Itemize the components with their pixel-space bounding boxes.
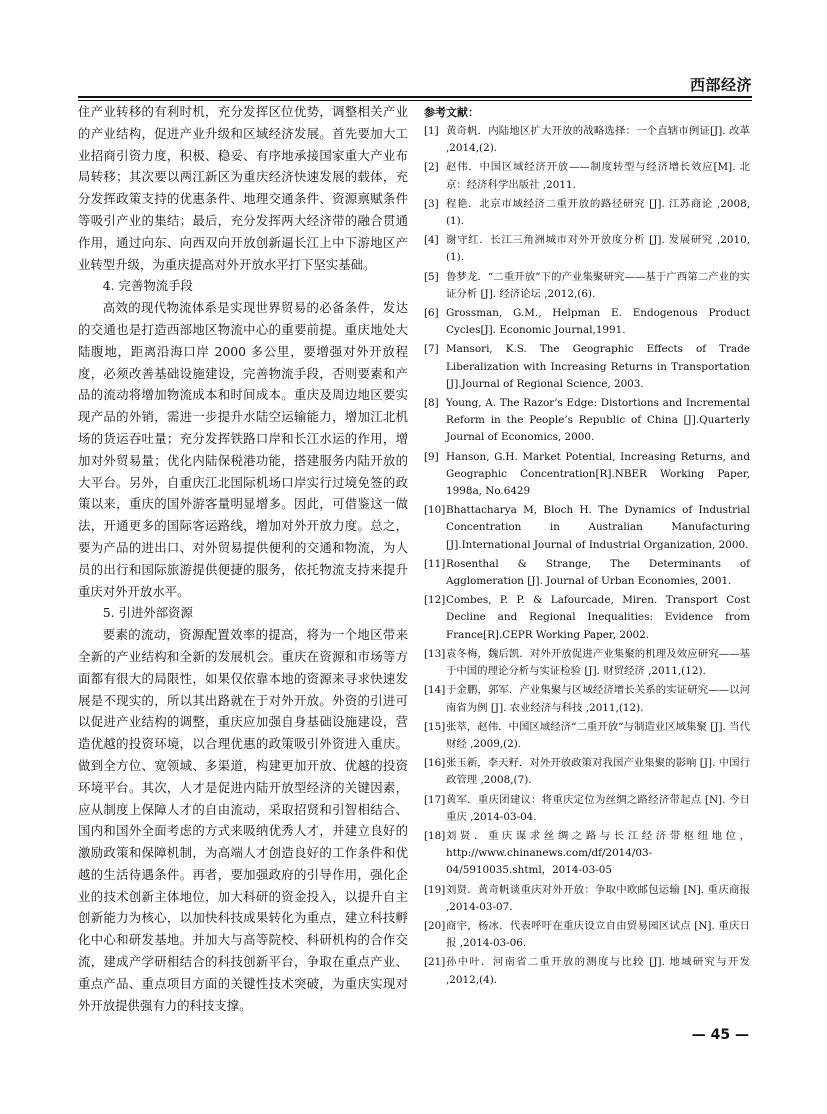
reference-number: [9] (424, 450, 439, 463)
reference-item (424, 719, 750, 753)
reference-number: [17] (424, 793, 446, 806)
reference-item (424, 592, 750, 644)
reference-text: 黄军．重庆团建议：将重庆定位为丝绸之路经济带起点 [N]. 今日重庆 ,2014-03-04. (446, 793, 750, 823)
reference-number: [8] (424, 397, 439, 410)
reference-number: [16] (424, 757, 446, 770)
reference-text: 鲁梦龙．“二重开放”下的产业集聚研究——基于广西第二产业的实证分析 [J]. 经济论坛 ,2012,(6). (446, 270, 750, 300)
reference-text: Rosenthal & Strange, The Determinants of Agglomeration [J]. Journal of Urban Economies, 2001. (446, 557, 750, 588)
reference-number: [10] (424, 504, 446, 517)
reference-item (424, 682, 750, 716)
reference-text: 孙中叶．河南省二重开放的测度与比较 [J]. 地域研究与开发 ,2012,(4). (446, 956, 750, 986)
reference-number: [15] (424, 720, 446, 733)
reference-number: [11] (424, 557, 446, 570)
reference-text: Grossman, G.M., Helpman E. Endogenous Product Cycles[J]. Economic Journal,1991. (446, 307, 750, 337)
reference-item (424, 918, 750, 952)
body-paragraph: 高效的现代物流体系是实现世界贸易的必备条件，发达的交通也是打造西部地区物流中心的重要前提。重庆地处大陆腹地，距离沿海口岸 2000 多公里，要增强对外开放程度，必须改善基础设施建设，完善物流手段，否则要素和产品的流动将增加物流成本和时间成本。重庆及周边地区要实现产品的外销，需进一步提升水陆空运输能力，增加江北机场的货运吞吐量；充分发挥铁路口岸和长江水运的作用，增加对外贸易量；优化内陆保税港功能，搭建服务内陆开放的大平台。另外，自重庆江北国际机场口岸实行过境免签的政策以来，重庆的国外游客量明显增多。因此，可借鉴这一做法，开通更多的国际客运路线，增加对外开放力度。总之，要为产品的进出口、对外贸易提供便利的交通和物流，为人员的出行和国际旅游提供便捷的服务，依托物流支持来提升重庆对外开放水平。 (78, 300, 408, 599)
reference-item (424, 159, 750, 193)
reference-number: [2] (424, 161, 439, 174)
reference-item (424, 792, 750, 826)
reference-item (424, 882, 750, 916)
reference-text: 程艳．北京市域经济二重开放的路径研究 [J]. 江苏商论 ,2008,(1). (446, 197, 751, 228)
reference-number: [12] (424, 594, 446, 607)
body-paragraph: 要素的流动，资源配置效率的提高，将为一个地区带来全新的产业结构和全新的发展机会。重庆在资源和市场等方面都有很大的局限性，如果仅依靠本地的资源来寻求快速发展是不现实的，所以其出路就在于对外开放。外资的引进可以促进产业结构的调整，重庆应加强自身基础设施建设，营造优越的投资环境，以合理优惠的政策吸引外资进入重庆。做到全方位、宽领域、多渠道，构建更加开放、优越的投资环境平台。其次，人才是促进内陆开放型经济的关键因素，应从制度上保障人才的自由流动，采取招贤和引智相结合、国内和国外全面考虑的方式来吸纳优秀人才，并建立良好的激励政策和保障机制，为高端人才创造良好的工作条件和优越的生活待遇条件。再者，要加强政府的引导作用，强化企业的技术创新主体地位，加大科研的资金投入，以提升自主创新能力为核心，以加快科技成果转化为重点，建立科技孵化中心和研发基地。并加大与高等院校、科研机构的合作交流，建成产学研相结合的科技创新平台，争取在重点产业、重点产品、重点项目方面的关键性技术突破，为重庆实现对外开放提供强有力的科技支撑。 (78, 627, 408, 1013)
references-column (424, 104, 750, 991)
reference-number: [18] (424, 829, 446, 842)
reference-number: [1] (424, 125, 439, 137)
references-title: 参考文献： (424, 106, 479, 119)
reference-text: 刘贤．重庆谋求丝绸之路与长江经济带枢纽地位，http://www.chinanews.com/df/2014/03-04/5910035.shtml，2014-03-05 (446, 829, 750, 877)
reference-text: 张玉新，李天籽．对外开放政策对我国产业集聚的影响 [J]. 中国行政管理 ,2008,(7). (446, 757, 750, 787)
reference-item (424, 646, 750, 680)
body-column (78, 101, 408, 1016)
reference-text: Combes, P. P. & Lafourcade, Miren. Transport Cost Decline and Regional Inequalities: Evidence from France[R].CEPR Working Paper, 2002. (446, 594, 750, 641)
page-number: — 45 — (691, 1027, 749, 1043)
reference-item (424, 502, 750, 554)
reference-number: [6] (424, 307, 439, 320)
body-paragraph: 住产业转移的有利时机，充分发挥区位优势，调整相关产业的产业结构，促进产业升级和区域经济发展。首先要加大工业招商引资力度，积极、稳妥、有序地承接国家重大产业布局转移；其次要以两江新区为重庆经济快速发展的载体，充分发挥政策支持的优惠条件、地理交通条件、资源禀赋条件等吸引产业的集结；最后，充分发挥两大经济带的融合贯通作用，通过向东、向西双向开放创新逼长江上中下游地区产业转型升级，为重庆提高对外开放水平打下坚实基础。 (78, 104, 408, 272)
reference-text: 刘贤．黄奇帆谈重庆对外开放：争取中欧邮包运输 [N]. 重庆商报 ,2014-03-07. (446, 883, 750, 913)
reference-text: 张萃，赵伟．中国区域经济“二重开放”与制造业区域集聚 [J]. 当代财经 ,2009,(2). (446, 720, 750, 750)
section-subheading: 4. 完善物流手段 (102, 278, 193, 294)
reference-item (424, 556, 750, 590)
reference-number: [13] (424, 647, 446, 660)
journal-name: 西部经济 (689, 76, 752, 94)
header-rule (78, 96, 752, 98)
journal-header (78, 72, 752, 98)
reference-item (424, 828, 750, 880)
reference-number: [19] (424, 883, 446, 896)
reference-text: 商宇，杨冰．代表呼吁在重庆设立自由贸易园区试点 [N]. 重庆日报 ,2014-03-06. (446, 919, 750, 950)
reference-item (424, 196, 750, 230)
reference-text: 谢守红．长江三角洲城市对外开放度分析 [J]. 发展研究 ,2010,(1). (446, 234, 751, 264)
reference-item (424, 395, 750, 447)
reference-text: 袁冬梅，魏后凯．对外开放促进产业集聚的机理及效应研究——基于中国的理论分析与实证检验 [J]. 财贸经济 ,2011,(12). (446, 647, 750, 678)
reference-text: Mansori, K.S. The Geographic Effects of Trade Liberalization with Increasing Returns in Transportation [J].Journal of Regional Science, 2003. (446, 343, 750, 390)
reference-number: [14] (424, 684, 446, 697)
reference-item (424, 123, 750, 157)
reference-number: [3] (424, 197, 439, 210)
reference-item (424, 305, 750, 339)
reference-number: [4] (424, 234, 439, 247)
reference-text: 黄奇帆．内陆地区扩大开放的战略选择：一个直辖市例证[J]. 改革 ,2014,(2). (446, 125, 750, 155)
reference-text: Young, A. The Razor’s Edge: Distortions and Incremental Reform in the People’s Republic of China [J].Quarterly Journal of Economics, 2000. (446, 397, 750, 444)
reference-text: 于金鹏，郭军．产业集聚与区域经济增长关系的实证研究——以河南省为例 [J]. 农业经济与科技 ,2011,(12). (446, 684, 750, 714)
reference-number: [7] (424, 343, 439, 356)
reference-number: [21] (424, 956, 446, 969)
reference-number: [5] (424, 270, 439, 283)
reference-list (424, 123, 750, 989)
reference-item (424, 269, 750, 303)
reference-item (424, 341, 750, 393)
reference-item (424, 954, 750, 988)
reference-text: 赵伟．中国区域经济开放——制度转型与经济增长效应[M]. 北京：经济科学出版社 ,2011. (446, 161, 750, 191)
section-subheading: 5. 引进外部资源 (102, 605, 193, 621)
reference-item (424, 232, 750, 266)
reference-number: [20] (424, 919, 446, 932)
reference-text: Hanson, G.H. Market Potential, Increasing Returns, and Geographic Concentration[R].NBER Working Paper, 1998a, No.6429 (446, 450, 750, 498)
reference-item (424, 449, 750, 501)
reference-text: Bhattacharya M, Bloch H. The Dynamics of Industrial Concentration in Australian Manufacturing [J].International Journal of Industrial Organization, 2000. (446, 504, 750, 551)
reference-item (424, 755, 750, 789)
